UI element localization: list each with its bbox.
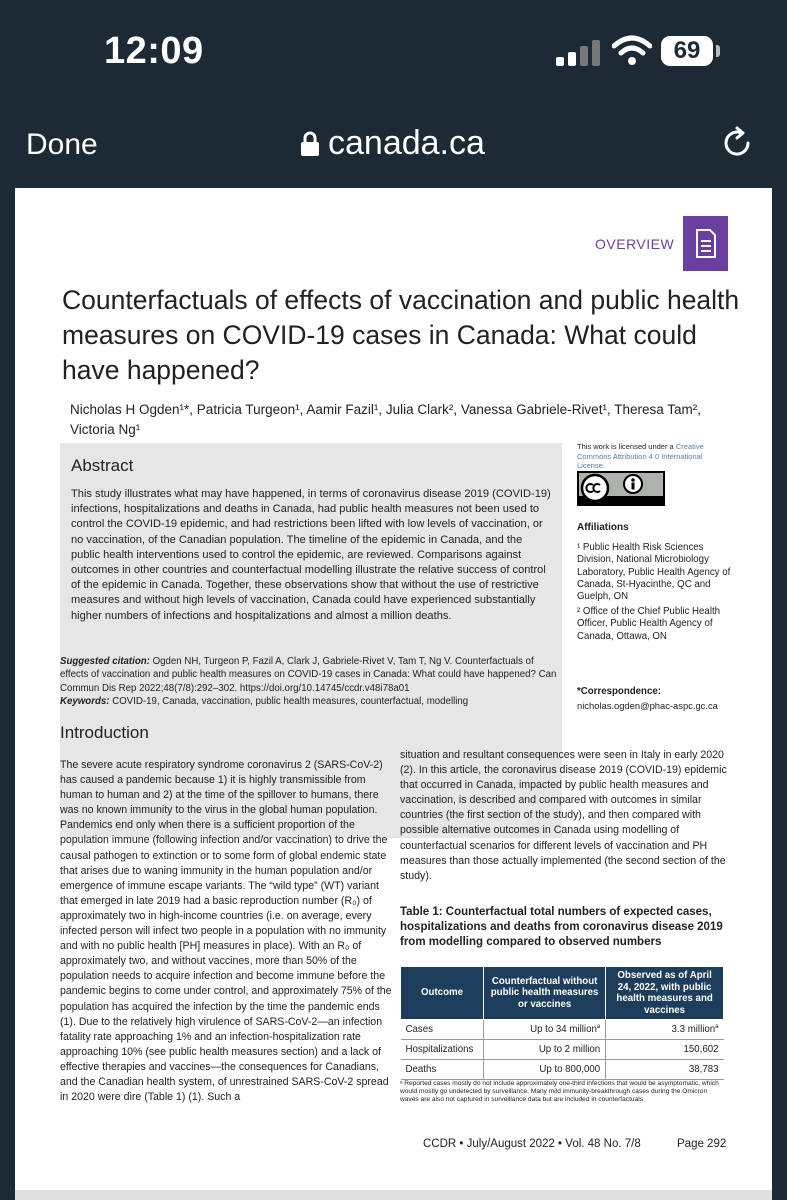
browser-toolbar [0, 100, 787, 188]
keywords-label: Keywords: [60, 695, 110, 707]
table-header-observed: Observed as of April 24, 2022, with public health measures and vaccines [606, 967, 724, 1020]
document-page[interactable] [15, 188, 772, 1190]
battery-tip [716, 45, 720, 57]
keywords-text: COVID-19, Canada, vaccination, public health measures, counterfactual, modelling [112, 695, 469, 707]
results-table [400, 966, 724, 1080]
next-page-edge [15, 1190, 772, 1200]
done-button[interactable]: Done [26, 128, 98, 161]
table-cell: 150,602 [606, 1040, 724, 1060]
table-row [401, 1040, 724, 1060]
status-bar [0, 0, 787, 100]
table-cell: 38,783 [606, 1060, 724, 1080]
document-icon [683, 216, 728, 271]
section-label: OVERVIEW [595, 236, 675, 252]
affiliations-heading: Affiliations [577, 522, 629, 533]
clock: 12:09 [104, 30, 204, 72]
wifi-icon [612, 34, 652, 66]
abstract-text: This study illustrates what may have happened, in terms of coronavirus disease 2019 (COVID-19) infections, hospitalizations and deaths in Canada, had public health measures not been used to control the COVID-19 epidemic, and had restrictions been lifted with low levels of vaccination, or no vaccination, of the Canadian population. The timeline of the epidemic in Canada, and the public health interventions used to control the epidemic, are reviewed. Comparisons against outcomes in other countries and counterfactual modelling illustrate the relative success of control of the epidemic in Canada. Together, these observations show that without the use of restrictive measures and without high levels of vaccination, Canada could have experienced substantially higher numbers of infections and hospitalizations and almost a million deaths. [71, 488, 551, 622]
table-header-outcome: Outcome [401, 967, 484, 1020]
url-text: canada.ca [328, 124, 485, 162]
page-number: Page 292 [677, 1138, 727, 1150]
license-note [577, 442, 727, 471]
table-row [401, 1060, 724, 1080]
abstract-heading: Abstract [71, 456, 134, 475]
author-list: Nicholas H Ogden¹*, Patricia Turgeon¹, Aamir Fazil¹, Julia Clark², Vanessa Gabriele-Rivet¹, Theresa Tam², Victoria Ng¹ [70, 402, 701, 437]
citation-label: Suggested citation: [60, 656, 150, 667]
table-header-counterfactual: Counterfactual without public health measures or vaccines [484, 967, 606, 1020]
table-cell: Up to 2 million [484, 1040, 606, 1060]
creative-commons-badge-icon [577, 471, 665, 506]
affiliation-2: ² Office of the Chief Public Health Officer, Public Health Agency of Canada, Ottawa, ON [577, 606, 721, 642]
cellular-signal-icon [556, 38, 602, 66]
license-text: This work is licensed under a [577, 442, 674, 451]
citation-text: Ogden NH, Turgeon P, Fazil A, Clark J, Gabriele-Rivet V, Tam T, Ng V. Counterfactuals of effects of vaccination and public health measures on COVID-19 cases in Canada: What could have happened? Can Commun Dis Rep 2022;48(7/8):292–302. https://doi.org/10.14745/ccdr.v48i78a01 [60, 656, 557, 694]
article-title: Counterfactuals of effects of vaccination and public health measures on COVID-19 cases in Canada: What could have happened? [62, 285, 740, 385]
lock-icon [300, 131, 320, 157]
correspondence-email[interactable]: nicholas.ogden@phac-aspc.gc.ca [577, 700, 718, 711]
introduction-column-2: situation and resultant consequences were seen in Italy in early 2020 (2). In this article, the coronavirus disease 2019 (COVID-19) epidemic that occurred in Canada, impacted by public health measures and vaccination, is described and compared with outcomes in similar countries (the first section of the study), and then compared with possible alternative outcomes in Canada using modelling of counterfactual scenarios for different levels of vaccination and PH measures than those actually implemented (the second section of the study). [400, 749, 727, 882]
table-cell: Up to 800,000 [484, 1060, 606, 1080]
battery-indicator: 69 [661, 36, 713, 66]
table-footnote: ᵃ Reported cases mostly do not include approximately one-third infections that would be asymptomatic, which would mostly go undetected by surveillance. Many mild immunity-breakthrough cases during the Omicron waves are also not captured in surveillance data but are included in counterfactuals [400, 1080, 719, 1104]
affiliation-1: ¹ Public Health Risk Sciences Division, National Microbiology Laboratory, Public Health Agency of Canada, St-Hyacinthe, QC and Guelph, ON [577, 542, 731, 603]
table-cell: Up to 34 million$^a$ [484, 1020, 606, 1040]
table-cell: Hospitalizations [401, 1040, 484, 1060]
url-bar[interactable] [300, 124, 485, 163]
journal-footer: CCDR • July/August 2022 • Vol. 48 No. 7/8 [423, 1138, 641, 1150]
license-link[interactable]: Creative Commons Attribution 4.0 International License. [577, 442, 704, 470]
table-cell: 3.3 million$^a$ [606, 1020, 724, 1040]
table-cell: Cases [401, 1020, 484, 1040]
table-title: Table 1: Counterfactual total numbers of expected cases, hospitalizations and deaths from coronavirus disease 2019 from modelling compared to observed numbers [400, 906, 723, 948]
reload-icon[interactable] [720, 126, 754, 160]
correspondence-label: *Correspondence: [577, 686, 661, 697]
table-row [401, 1020, 724, 1040]
citation-block [60, 655, 562, 708]
introduction-heading: Introduction [60, 723, 149, 742]
introduction-column-1: The severe acute respiratory syndrome coronavirus 2 (SARS-CoV-2) has caused a pandemic because 1) it is highly transmissible from human to human and 2) at the time of the spillover to humans, there was no known immunity to the virus in the global human population. Pandemics end only when there is a sufficient proportion of the population immune (following infection and/or vaccination) to drive the causal pathogen to extinction or to some form of global endemic state that arises due to waning immunity in the human population and/or emergence of immune escape variants. The “wild type” (WT) variant that emerged in late 2019 had a basic reproduction number (R₀) of approximately two in high-income countries (i.e. on average, every infected person will infect two people in a population with no immunity and with no public health [PH] measures in place). With an R₀ of approximately two, and without vaccines, more than 50% of the population needs to acquire infection and become immune before the pandemic begins to come under control, and approximately 75% of the population has acquired the infection by the time the pandemic ends (1). Due to the relatively high virulence of SARS-CoV-2—an infection fatality rate approaching 1% and an infection-hospitalization rate approaching 10% (see public health measures section) and a lack of effective therapies and vaccines—the consequences for Canadians, and the Canadian health system, of unrestrained SARS-CoV-2 spread in 2020 were dire (Table 1) (1). Such a [60, 759, 392, 1104]
table-cell: Deaths [401, 1060, 484, 1080]
